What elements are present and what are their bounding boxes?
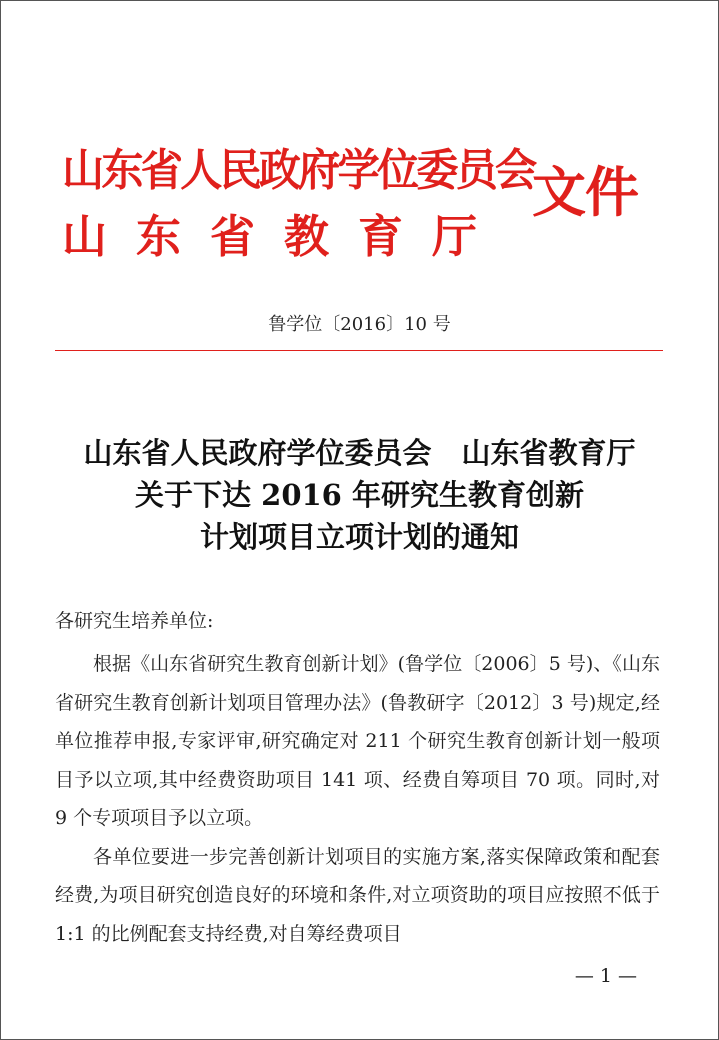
title-line-3: 计划项目立项计划的通知 (199, 520, 519, 554)
issuer-line-2: 山东省教育厅 (62, 210, 507, 263)
page-number-text: — 1 — (574, 965, 637, 987)
paragraph-1: 根据《山东省研究生教育创新计划》(鲁学位〔2006〕5 号)、《山东省研究生教育创新计划项目管理办法》(鲁教研字〔2012〕3 号)规定,经单位推荐申报,专家评审,研究确定对 211 个研究生教育创新计划一般项目予以立项,其中经费资助项目 141 项、经费自筹项目 70 项。同时,对 9 个专项项目予以立项。 (55, 653, 660, 829)
issuer-line-1: 山东省人民政府学位委员会 (62, 145, 535, 196)
salutation: 各研究生培养单位: (55, 610, 214, 632)
page-number (0, 965, 719, 987)
title-line-1 (0, 432, 719, 474)
document-number: 鲁学位〔2016〕10 号 (268, 314, 451, 335)
document-label: 文件 (532, 160, 638, 224)
red-divider (55, 350, 663, 351)
title-line-2: 关于下达 2016 年研究生教育创新 (135, 478, 584, 512)
title-line-1-part-1: 山东省人民政府学位委员会 (83, 436, 432, 470)
title-line-1-part-2: 山东省教育厅 (461, 436, 636, 470)
paragraph-2: 各单位要进一步完善创新计划项目的实施方案,落实保障政策和配套经费,为项目研究创造良好的环境和条件,对立项资助的项目应按照不低于 1:1 的比例配套支持经费,对自筹经费项目 (55, 845, 660, 945)
body-text (55, 645, 660, 953)
document-title (0, 432, 719, 558)
